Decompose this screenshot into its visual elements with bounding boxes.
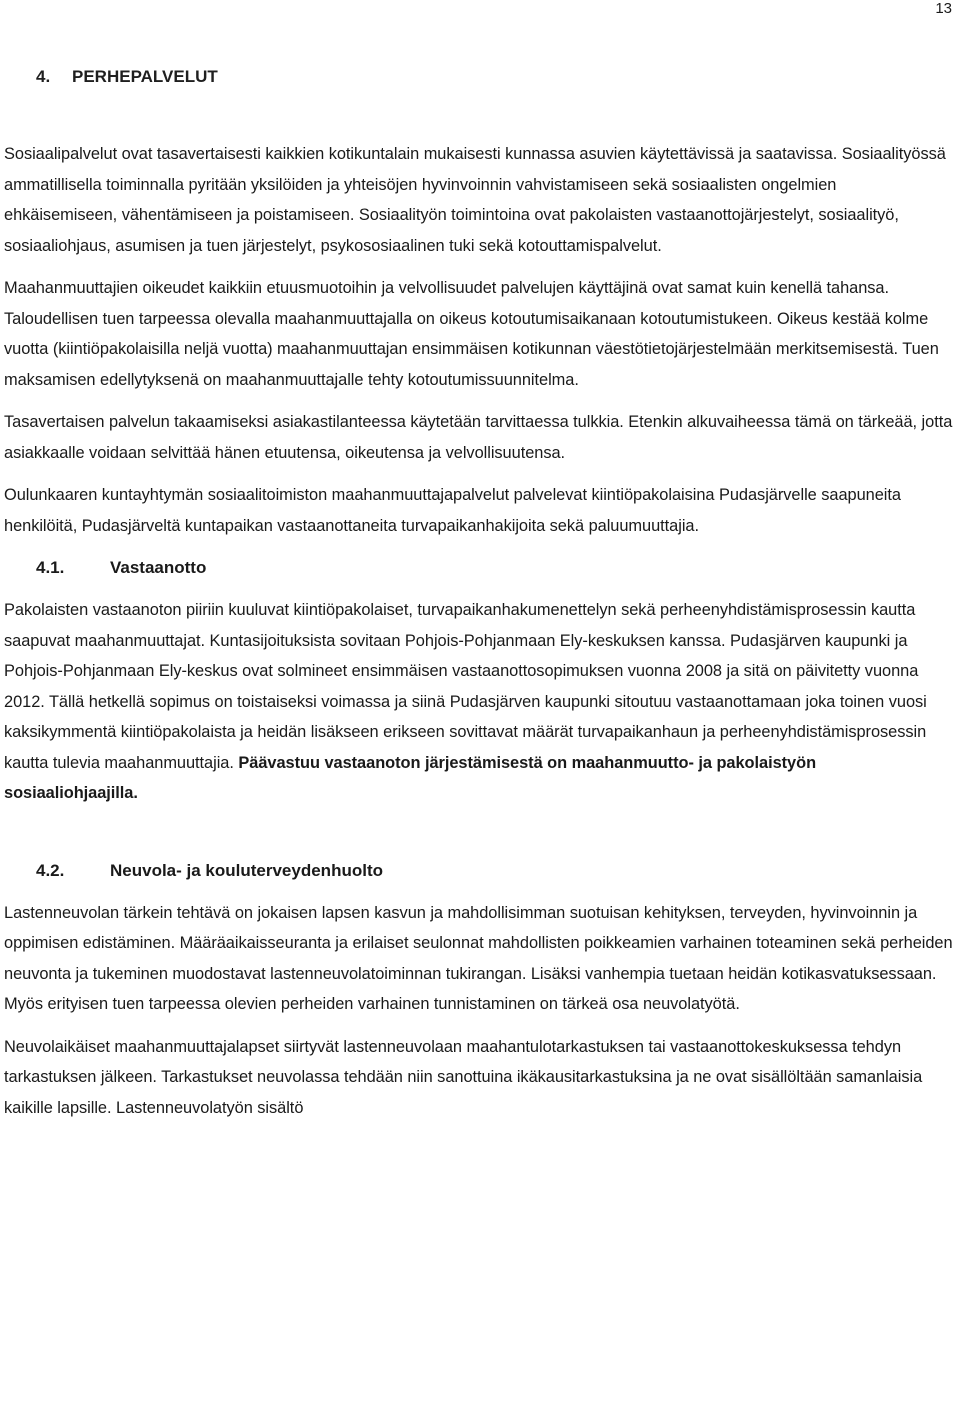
reception-responsibility: Päävastuu vastaanoton järjestämisestä on maahanmuutto- ja pakolaistyön sosiaaliohjaajilla. [4,753,817,802]
subsection-number: 4.2. [36,860,65,880]
reception-text: Pakolaisten vastaanoton piiriin kuuluvat kiintiöpakolaiset, turvapaikanhakumenettelyn sekä perheenyhdistämisprosessin kautta saapuvat maahanmuuttajat. Kuntasijoituksista sovitaan Pohjois-Pohjanmaan Ely-keskuksen kanssa. Pudasjärven kaupunki ja Pohjois-Pohjanmaan Ely-keskus ovat solmineet ensimmäisen vastaanottosopimuksen vuonna 2008 ja sitä on päivitetty vuonna 2012. Tällä hetkellä sopimus on toistaiseksi voimassa ja siinä Pudasjärven kaupunki sitoutuu vastaanottamaan joka toinen vuosi kaksikymmentä kiintiöpakolaista ja heidän lisäkseen erikseen sovittavat määrät turvapaikanhaun ja perheenyhdistämisprosessin kautta tulevia maahanmuuttajia. [4,601,927,772]
paragraph-reception [4,595,954,809]
paragraph-social-services: Sosiaalipalvelut ovat tasavertaisesti kaikkien kotikuntalain mukaisesti kunnassa asuvien käytettävissä ja saatavissa. Sosiaalityössä ammatillisella toiminnalla pyritään yksilöiden ja yhteisöjen hyvinvoinnin vahvistamiseen sekä sosiaalisten ongelmien ehkäisemiseen, vähentämiseen ja poistamiseen. Sosiaalityön toimintoina ovat pakolaisten vastaanottojärjestelyt, sosiaalityö, sosiaaliohjaus, asumisen ja tuen järjestelyt, psykososiaalinen tuki sekä kotouttamispalvelut. [4,145,946,255]
subsection-number: 4.1. [36,558,65,577]
page-number: 13 [935,0,952,17]
document-body [4,62,954,1123]
paragraph-interpreter: Tasavertaisen palvelun takaamiseksi asiakastilanteessa käytetään tarvittaessa tulkkia. Etenkin alkuvaiheessa tämä on tärkeää, jotta asiakkaalle voidaan selvittää hänen etuutensa, oikeutensa ja velvollisuutensa. [4,413,953,462]
subsection-title: Neuvola- ja kouluterveydenhuolto [110,860,383,880]
paragraph-immigrant-rights: Maahanmuuttajien oikeudet kaikkiin etuusmuotoihin ja velvollisuudet palvelujen käyttäjinä ovat samat kuin kenellä tahansa. Taloudellisen tuen tarpeessa olevalla maahanmuuttajalla on oikeus kotoutumisaikanaan kotoutumistukeen. Oikeus kestää kolme vuotta (kiintiöpakolaisilla neljä vuotta) maahanmuuttajan ensimmäisen kotikunnan väestötietojärjestelmään merkitsemisestä. Tuen maksamisen edellytyksenä on maahanmuuttajalle tehty kotoutumissuunnitelma. [4,279,939,389]
section-title: PERHEPALVELUT [72,67,218,86]
section-heading [36,62,954,92]
paragraph-immigrant-services: Oulunkaaren kuntayhtymän sosiaalitoimiston maahanmuuttajapalvelut palvelevat kiintiöpakolaisina Pudasjärvelle saapuneita henkilöitä, Pudasjärveltä kuntapaikan vastaanottaneita turvapaikanhakijoita sekä paluumuuttajia. [4,486,901,535]
paragraph-child-clinic: Lastenneuvolan tärkein tehtävä on jokaisen lapsen kasvun ja mahdollisimman suotuisan kehityksen, terveyden, hyvinvoinnin ja oppimisen edistäminen. Määräaikaisseuranta ja erilaiset seulonnat mahdollisten poikkeamien varhainen toteaminen sekä perheiden neuvonta ja tukeminen muodostavat lastenneuvolatoiminnan tukirangan. Lisäksi vanhempia tuetaan heidän kotikasvatuksessaan. Myös erityisen tuen tarpeessa olevien perheiden varhainen tunnistaminen on tärkeä osa neuvolatyötä. [4,903,953,1013]
subsection-heading-healthcare [36,856,954,886]
subsection-heading-reception [36,553,954,583]
section-number: 4. [36,67,51,86]
paragraph-immigrant-children: Neuvolaikäiset maahanmuuttajalapset siirtyvät lastenneuvolaan maahantulotarkastuksen tai vastaanottokeskuksessa tehdyn tarkastuksen jälkeen. Tarkastukset neuvolassa tehdään niin sanottuina ikäkausitarkastuksina ja ne ovat sisällöltään samanlaisia kaikille lapsille. Lastenneuvolatyön sisältö [4,1037,923,1117]
subsection-title: Vastaanotto [110,558,207,577]
